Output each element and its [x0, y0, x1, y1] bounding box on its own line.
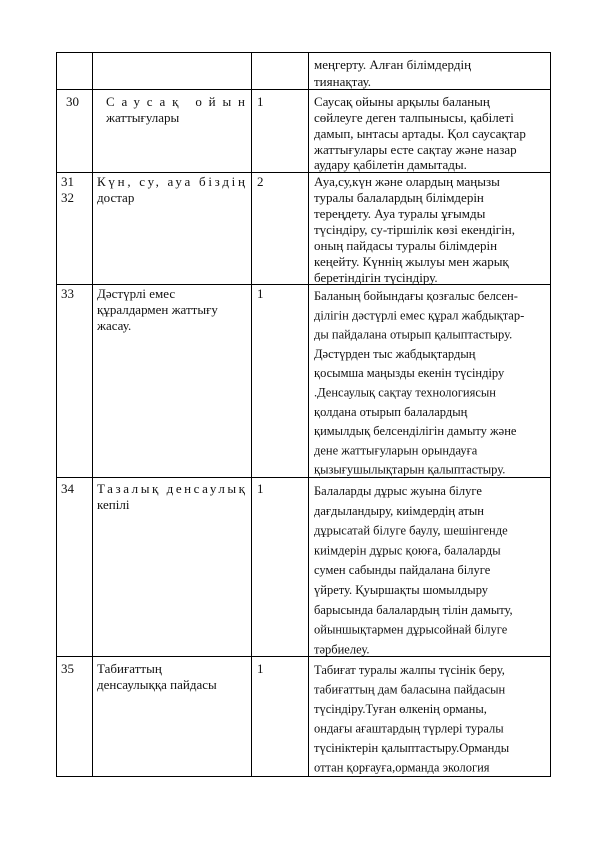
row-content-line: түсініктерін қалыптастыру.Орманды — [314, 741, 510, 755]
row-title-line: құралдармен жаттығу — [97, 302, 218, 317]
row-content-line: Балаларды дұрыс жуына білуге — [314, 484, 482, 498]
row-content-line: меңгерту. Алған білімдердің — [314, 57, 472, 72]
row-content-line: ондағы ағаштардың түрлері туралы — [314, 721, 504, 736]
row-content-line: барысында балалардың тілін дамыту, — [314, 602, 513, 617]
row-title-line: Дәстүрлі емес — [97, 286, 176, 301]
row-title-line: Саусақ ойын — [106, 94, 245, 109]
row-content-line: ойыншықтармен дұрысойнай білуге — [314, 622, 508, 637]
row-hours: 1 — [257, 481, 264, 496]
row-content-line: тәрбиелеу. — [314, 642, 370, 657]
row-content-line: кеңейту. Күннің жылуы мен жарық — [314, 254, 509, 269]
row-number: 31 — [61, 174, 74, 189]
row-title-line: Табиғаттың — [97, 661, 162, 676]
row-content-line: дамып, ынтасы артады. Қол саусақтар — [314, 126, 526, 141]
row-content-line: .Денсаулық сақтау технологиясын — [314, 385, 496, 400]
row-title-line: Тазалық денсаулық — [97, 481, 245, 496]
row-content-line: сумен сабынды пайдалана білуге — [314, 563, 491, 578]
row-content-line: ділігін дәстүрлі емес құрал жабдықтар- — [314, 308, 525, 323]
row-content-line: үйрету. Қуыршақты шомылдыру — [314, 583, 489, 597]
row-hours: 1 — [257, 286, 264, 301]
row-content-line: тиянақтау. — [314, 74, 372, 89]
row-content-line: беретіндігін түсіндіру. — [314, 270, 438, 285]
row-content-line: Саусақ ойыны арқылы баланың — [314, 94, 490, 109]
row-title-line: денсаулыққа пайдасы — [97, 677, 217, 692]
row-content-line: ды пайдалана отырып қалыптастыру. — [314, 327, 513, 342]
row-content-line: қосымша маңызды екенін түсіндіру — [314, 366, 505, 381]
row-content-line: қимылдық белсенділігін дамыту және — [314, 424, 517, 439]
row-hours: 2 — [257, 174, 264, 189]
row-number: 30 — [66, 94, 79, 109]
row-content-line: оның пайдасы туралы білімдерін — [314, 238, 498, 253]
row-content-line: киімдерін дұрыс қоюға, балаларды — [314, 543, 501, 558]
row-content-line: дене жаттығуларын орындауға — [314, 443, 478, 458]
row-title-line: кепілі — [97, 497, 130, 512]
row-hours: 1 — [257, 94, 264, 109]
row-title-line: жаттығулары — [106, 110, 180, 125]
row-content-line: қолдана отырып балалардың — [314, 404, 468, 419]
row-number: 33 — [61, 286, 74, 301]
row-content-line: түсіндіру.Туған өлкенің орманы, — [314, 702, 487, 716]
row-hours: 1 — [257, 661, 264, 676]
row-content-line: дұрысатай білуге баулу, шешінгенде — [314, 523, 508, 538]
row-content-line: аудару қабілетін дамытады. — [314, 157, 467, 172]
row-content-line: қызығушылықтарын қалыптастыру. — [314, 462, 506, 477]
row-content-line: дағдыландыру, киімдердің атын — [314, 503, 484, 518]
row-content-line: табиғаттың дам баласына пайдасын — [314, 682, 506, 697]
row-content-line: тереңдету. Ауа туралы ұғымды — [314, 206, 486, 221]
row-number: 32 — [61, 190, 74, 205]
row-content-line: Ауа,су,күн және олардың маңызы — [314, 174, 500, 189]
row-content-line: Дәстүрден тыс жабдықтардың — [314, 346, 476, 361]
row-content-line: оттан қорғауға,орманда экология — [314, 760, 490, 775]
row-title-line: жасау. — [97, 318, 132, 333]
row-number: 34 — [61, 481, 74, 496]
row-content-line: түсіндіру, су-тіршілік көзі екендігін, — [314, 222, 515, 237]
row-title-line: Күн, су, ауа біздің — [97, 174, 245, 189]
row-title-line: достар — [97, 190, 135, 205]
row-content-line: Табиғат туралы жалпы түсінік беру, — [314, 663, 505, 677]
row-content-line: жаттығулары есте сақтау және назар — [314, 142, 517, 157]
row-content-line: сөйлеуге деген талпынысы, қабілеті — [314, 110, 514, 125]
row-number: 35 — [61, 661, 74, 676]
row-content-line: туралы балалардың білімдерін — [314, 190, 484, 205]
row-content-line: Баланың бойындағы қозғалыс белсен- — [314, 289, 518, 303]
